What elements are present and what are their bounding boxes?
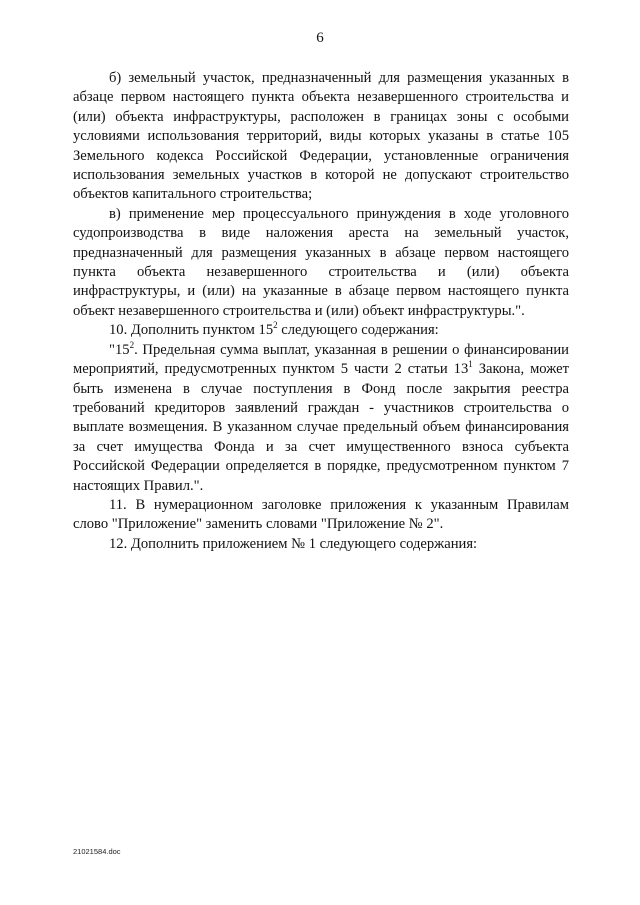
document-body [73, 69, 569, 554]
page-number: 6 [316, 30, 324, 46]
paragraph-b: б) земельный участок, предназначенный для размещения указанных в абзаце первом настоящего пункта объекта незавершенного строительства и (или) объекта инфраструктуры, расположен в границах зоны с особыми условиями использования территорий, виды которых указаны в статье 105 Земельного кодекса Российской Федерации, установленные ограничения использования земельных участков в которой не допускают строительство объектов капитального строительства; [73, 70, 569, 203]
item-10-text-end: следующего содержания: [277, 322, 439, 339]
paragraph-item-11: 11. В нумерационном заголовке приложения к указанным Правилам слово "Приложение" заменить словами "Приложение № 2". [73, 496, 569, 533]
article-13-superscript: 1 [468, 359, 473, 370]
paragraph-v: в) применение мер процессуального принуждения в ходе уголовного судопроизводства в виде наложения ареста на земельный участок, предназначенный для размещения указанных в абзаце первом настоящего пункта объекта незавершенного строительства и (или) объекта инфраструктуры, и (или) на указанные в абзаце первом настоящего пункта объект незавершенного строительства и (или) объект инфраструктуры.". [73, 205, 569, 319]
paragraph-item-15-2 [73, 341, 569, 496]
footer-file-name: 21021584.doc [73, 847, 121, 856]
item-15-text-end: Закона, может быть изменена в случае поступления в Фонд после закрытия реестра требований кредиторов заявлений граждан - участников строительства о выплате возмещения. В указанном случае предельный объем финансирования за счет имущества Фонда и за счет имущественного взноса субъекта Российской Федерации определяется в порядке, предусмотренном пунктом 7 настоящих Правил.". [73, 361, 569, 494]
paragraph-item-12: 12. Дополнить приложением № 1 следующего содержания: [109, 535, 478, 552]
item-10-superscript: 2 [273, 320, 278, 331]
paragraph-item-10 [73, 321, 569, 340]
item-15-superscript: 2 [129, 339, 135, 350]
item-15-text-start: "15 [109, 341, 130, 358]
item-10-text-start: 10. Дополнить пунктом 15 [109, 322, 274, 339]
item-15-text-middle: . Предельная сумма выплат, указанная в решении о финансировании мероприятий, предусмотренных пунктом 5 части 2 статьи 13 [73, 341, 569, 378]
